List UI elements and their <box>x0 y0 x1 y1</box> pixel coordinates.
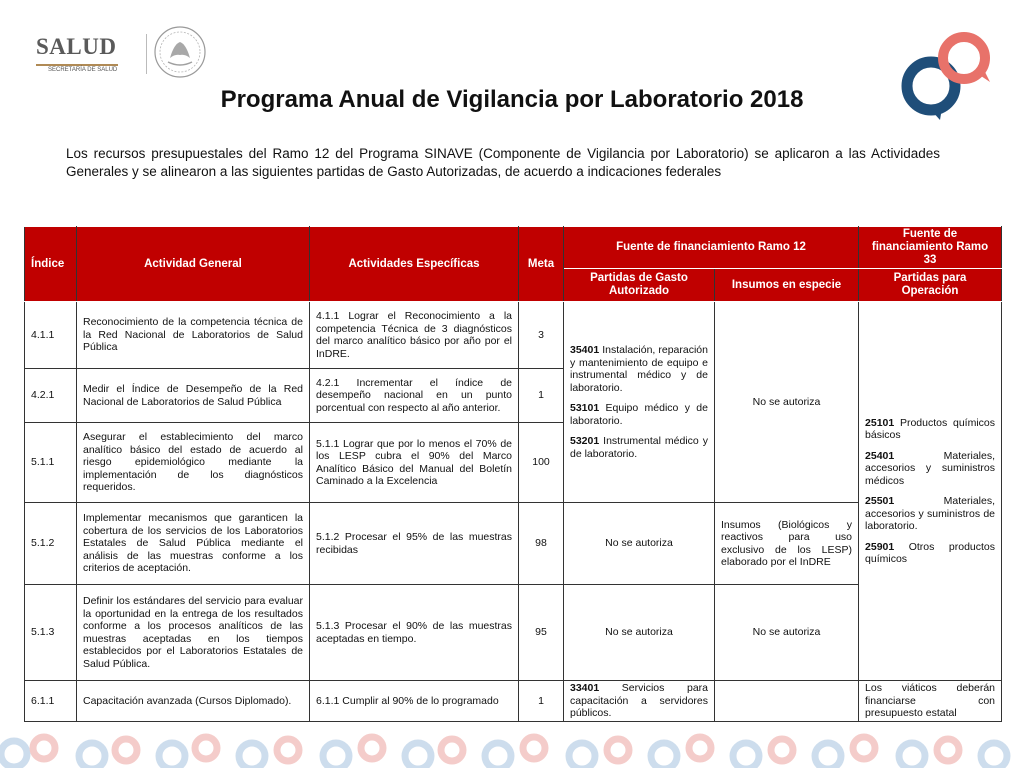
table-row <box>25 585 1002 681</box>
row-meta: 98 <box>519 503 564 585</box>
row-actividad: Medir el Índice de Desempeño de la Red Nacional de Laboratorios de Salud Pública <box>77 369 310 423</box>
row-partida: 33401 Servicios para capacitación a servidores públicos. <box>564 681 715 722</box>
header-partidas-gasto: Partidas de Gasto Autorizado <box>564 269 715 302</box>
row-actividad: Definir los estándares del servicio para evaluar la oportunidad en la entrega de los resultados conforme a los procesos analíticos de las muestras aceptadas en los tiempos establecidos por el Laboratorios Estatales de Salud Pública. <box>77 585 310 681</box>
row-especifica: 6.1.1 Cumplir al 90% de lo programado <box>310 681 519 722</box>
laboratory-program-table <box>24 226 1002 722</box>
intro-paragraph: Los recursos presupuestales del Ramo 12 del Programa SINAVE (Componente de Vigilancia por Laboratorio) se aplicaron a las Actividades Generales y se alinearon a las siguientes partidas de Gasto Autorizadas, de acuerdo a indicaciones federales <box>66 146 940 179</box>
salud-logo-word: SALUD <box>36 34 117 59</box>
row-insumos <box>715 681 859 722</box>
row-meta: 100 <box>519 423 564 503</box>
row-especifica: 4.1.1 Lograr el Reconocimiento a la competencia Técnica de 3 diagnósticos del marco analítico básico por año por el InDRE. <box>310 302 519 369</box>
row-especifica: 4.2.1 Incrementar el índice de desempeño nacional en un punto porcentual con respecto al año anterior. <box>310 369 519 423</box>
mexico-seal-icon <box>152 24 208 80</box>
row-indice: 5.1.3 <box>25 585 77 681</box>
salud-logo-subtitle: SECRETARÍA DE SALUD <box>48 67 118 73</box>
header-ramo-12: Fuente de financiamiento Ramo 12 <box>564 227 859 269</box>
merged-partidas-cell <box>564 302 715 503</box>
row-meta: 1 <box>519 369 564 423</box>
row-meta: 95 <box>519 585 564 681</box>
header-insumos-especie: Insumos en especie <box>715 269 859 302</box>
partida-item: 53201 Instrumental médico y de laboratorio. <box>570 435 708 460</box>
row-indice: 5.1.2 <box>25 503 77 585</box>
table-header-row <box>25 227 1002 269</box>
row-partida: No se autoriza <box>564 503 715 585</box>
logo-divider <box>146 34 147 74</box>
row-actividad: Implementar mecanismos que garanticen la cobertura de los servicios de los Laboratorios Estatales de Salud Pública mediante el análisis de las muestras conforme a los criterios de aceptación. <box>77 503 310 585</box>
row-indice: 6.1.1 <box>25 681 77 722</box>
table-row <box>25 503 1002 585</box>
header-ramo-33: Fuente de financiamiento Ramo 33 <box>859 227 1002 269</box>
row-especifica: 5.1.1 Lograr que por lo menos el 70% de los LESP cubra el 90% del Marco Analítico Básico del Manual del Boletín Caminado a la Excelencia <box>310 423 519 503</box>
table-row <box>25 681 1002 722</box>
row-partida: No se autoriza <box>564 585 715 681</box>
salud-logo <box>36 34 118 73</box>
header-meta: Meta <box>519 227 564 302</box>
salud-logo-rule <box>36 64 118 66</box>
header-actividad-general: Actividad General <box>77 227 310 302</box>
row-ramo33: Los viáticos deberán financiarse con presupuesto estatal <box>859 681 1002 722</box>
row-indice: 4.2.1 <box>25 369 77 423</box>
ramo33-item: 25501 Materiales, accesorios y suministros de laboratorio. <box>865 495 996 532</box>
merged-insumos-cell: No se autoriza <box>715 302 859 503</box>
ramo33-item: 25901 Otros productos químicos <box>865 540 996 565</box>
row-insumos: No se autoriza <box>715 585 859 681</box>
table-row <box>25 302 1002 369</box>
row-insumos: Insumos (Biológicos y reactivos para uso exclusivo de los LESP) elaborado por el InDRE <box>715 503 859 585</box>
row-actividad: Asegurar el establecimiento del marco analítico básico del estado de acuerdo al riesgo epidemiológico mediante la implementación de los diagnósticos requeridos. <box>77 423 310 503</box>
page-title: Programa Anual de Vigilancia por Laboratorio 2018 <box>220 86 804 113</box>
ramo33-item: 25101 Productos químicos básicos <box>865 416 996 441</box>
row-meta: 3 <box>519 302 564 369</box>
row-indice: 5.1.1 <box>25 423 77 503</box>
partida-item: 35401 Instalación, reparación y mantenimiento de equipo e instrumental médico y de laboratorio. <box>570 344 708 394</box>
header-indice: Índice <box>25 227 77 302</box>
row-meta: 1 <box>519 681 564 722</box>
ramo33-partidas-cell <box>859 302 1002 681</box>
ramo33-item: 25401 Materiales, accesorios y suministros médicos <box>865 449 996 487</box>
header-partidas-operacion: Partidas para Operación <box>859 269 1002 302</box>
header-actividades-especificas: Actividades Específicas <box>310 227 519 302</box>
row-especifica: 5.1.3 Procesar el 90% de las muestras aceptadas en tiempo. <box>310 585 519 681</box>
partida-item: 53101 Equipo médico y de laboratorio. <box>570 402 708 427</box>
row-indice: 4.1.1 <box>25 302 77 369</box>
row-actividad: Capacitación avanzada (Cursos Diplomado). <box>77 681 310 722</box>
row-especifica: 5.1.2 Procesar el 95% de las muestras recibidas <box>310 503 519 585</box>
row-actividad: Reconocimiento de la competencia técnica de la Red Nacional de Laboratorios de Salud Pública <box>77 302 310 369</box>
footer-ring-pattern <box>0 718 1024 768</box>
